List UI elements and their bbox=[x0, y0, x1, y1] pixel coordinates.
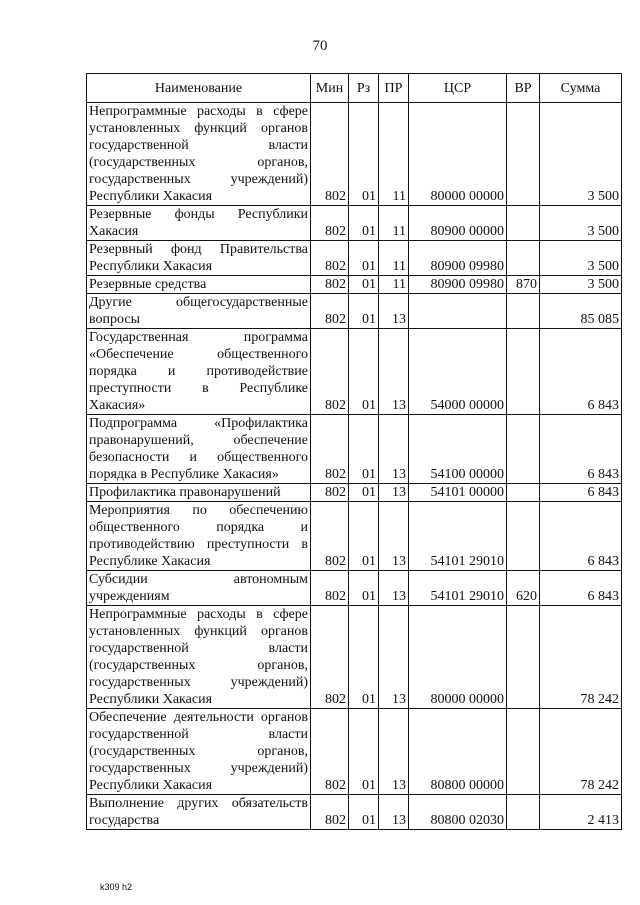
header-pr: ПР bbox=[379, 74, 409, 103]
cell-min: 802 bbox=[311, 415, 349, 484]
cell-min: 802 bbox=[311, 103, 349, 206]
cell-csr: 54101 00000 bbox=[409, 484, 507, 502]
cell-pr: 13 bbox=[379, 795, 409, 830]
cell-csr: 80800 00000 bbox=[409, 709, 507, 795]
cell-sum: 6 843 bbox=[540, 415, 622, 484]
cell-csr: 80900 00000 bbox=[409, 206, 507, 241]
cell-name: Обеспечение деятельности органов государственной власти (государственных органов, государственных учреждений) Республики Хакасия bbox=[87, 709, 311, 795]
table-row bbox=[87, 206, 622, 241]
cell-min: 802 bbox=[311, 241, 349, 276]
cell-name: Резервные средства bbox=[87, 276, 311, 294]
cell-vr bbox=[507, 103, 540, 206]
cell-min: 802 bbox=[311, 502, 349, 571]
cell-name: Резервный фонд Правительства Республики Хакасия bbox=[87, 241, 311, 276]
cell-sum: 3 500 bbox=[540, 241, 622, 276]
cell-csr: 80000 00000 bbox=[409, 103, 507, 206]
table-row bbox=[87, 502, 622, 571]
cell-min: 802 bbox=[311, 484, 349, 502]
cell-pr: 11 bbox=[379, 241, 409, 276]
cell-csr: 80900 09980 bbox=[409, 241, 507, 276]
cell-sum: 3 500 bbox=[540, 276, 622, 294]
cell-min: 802 bbox=[311, 571, 349, 606]
cell-sum: 6 843 bbox=[540, 502, 622, 571]
cell-name: Профилактика правонарушений bbox=[87, 484, 311, 502]
cell-rz: 01 bbox=[349, 206, 379, 241]
table-row bbox=[87, 606, 622, 709]
header-min: Мин bbox=[311, 74, 349, 103]
cell-min: 802 bbox=[311, 329, 349, 415]
header-rz: Рз bbox=[349, 74, 379, 103]
table-row bbox=[87, 103, 622, 206]
cell-vr bbox=[507, 241, 540, 276]
cell-csr bbox=[409, 294, 507, 329]
cell-csr: 80800 02030 bbox=[409, 795, 507, 830]
cell-vr bbox=[507, 502, 540, 571]
table-row bbox=[87, 294, 622, 329]
cell-csr: 54101 29010 bbox=[409, 502, 507, 571]
cell-min: 802 bbox=[311, 606, 349, 709]
cell-name: Резервные фонды Республики Хакасия bbox=[87, 206, 311, 241]
cell-min: 802 bbox=[311, 795, 349, 830]
cell-pr: 13 bbox=[379, 606, 409, 709]
table-row bbox=[87, 329, 622, 415]
cell-pr: 13 bbox=[379, 571, 409, 606]
header-name: Наименование bbox=[87, 74, 311, 103]
cell-vr: 870 bbox=[507, 276, 540, 294]
cell-name: Другие общегосударственные вопросы bbox=[87, 294, 311, 329]
cell-sum: 3 500 bbox=[540, 206, 622, 241]
cell-pr: 13 bbox=[379, 709, 409, 795]
cell-vr bbox=[507, 606, 540, 709]
cell-vr bbox=[507, 415, 540, 484]
budget-table bbox=[86, 73, 622, 830]
cell-sum: 78 242 bbox=[540, 709, 622, 795]
cell-min: 802 bbox=[311, 709, 349, 795]
cell-rz: 01 bbox=[349, 103, 379, 206]
header-csr: ЦСР bbox=[409, 74, 507, 103]
cell-vr bbox=[507, 206, 540, 241]
cell-pr: 13 bbox=[379, 484, 409, 502]
cell-name: Непрограммные расходы в сфере установленных функций органов государственной власти (государственных органов, государственных учреждений) Республики Хакасия bbox=[87, 606, 311, 709]
table-row bbox=[87, 795, 622, 830]
cell-pr: 13 bbox=[379, 502, 409, 571]
cell-rz: 01 bbox=[349, 241, 379, 276]
header-row bbox=[87, 74, 622, 103]
cell-rz: 01 bbox=[349, 276, 379, 294]
cell-min: 802 bbox=[311, 206, 349, 241]
cell-sum: 3 500 bbox=[540, 103, 622, 206]
cell-rz: 01 bbox=[349, 606, 379, 709]
cell-vr bbox=[507, 294, 540, 329]
cell-vr bbox=[507, 795, 540, 830]
cell-pr: 11 bbox=[379, 206, 409, 241]
table-row bbox=[87, 484, 622, 502]
table-row bbox=[87, 276, 622, 294]
cell-rz: 01 bbox=[349, 571, 379, 606]
cell-min: 802 bbox=[311, 276, 349, 294]
cell-sum: 85 085 bbox=[540, 294, 622, 329]
table-row bbox=[87, 415, 622, 484]
cell-rz: 01 bbox=[349, 329, 379, 415]
cell-csr: 80000 00000 bbox=[409, 606, 507, 709]
cell-csr: 54000 00000 bbox=[409, 329, 507, 415]
cell-rz: 01 bbox=[349, 709, 379, 795]
table-row bbox=[87, 709, 622, 795]
cell-sum: 6 843 bbox=[540, 571, 622, 606]
cell-vr bbox=[507, 329, 540, 415]
cell-pr: 13 bbox=[379, 329, 409, 415]
page-number: 70 bbox=[312, 38, 328, 54]
cell-pr: 13 bbox=[379, 294, 409, 329]
cell-min: 802 bbox=[311, 294, 349, 329]
cell-name: Государственная программа «Обеспечение общественного порядка и противодействие преступности в Республике Хакасия» bbox=[87, 329, 311, 415]
cell-csr: 54100 00000 bbox=[409, 415, 507, 484]
cell-name: Мероприятия по обеспечению общественного порядка и противодействию преступности в Республике Хакасия bbox=[87, 502, 311, 571]
footer-code: k309 h2 bbox=[100, 882, 133, 892]
cell-name: Подпрограмма «Профилактика правонарушений, обеспечение безопасности и общественного порядка в Республике Хакасия» bbox=[87, 415, 311, 484]
cell-sum: 78 242 bbox=[540, 606, 622, 709]
cell-csr: 80900 09980 bbox=[409, 276, 507, 294]
cell-sum: 2 413 bbox=[540, 795, 622, 830]
cell-vr bbox=[507, 484, 540, 502]
cell-name: Непрограммные расходы в сфере установленных функций органов государственной власти (государственных органов, государственных учреждений) Республики Хакасия bbox=[87, 103, 311, 206]
header-vr: ВР bbox=[507, 74, 540, 103]
cell-rz: 01 bbox=[349, 795, 379, 830]
cell-vr: 620 bbox=[507, 571, 540, 606]
cell-sum: 6 843 bbox=[540, 484, 622, 502]
cell-rz: 01 bbox=[349, 415, 379, 484]
table-body bbox=[87, 103, 622, 830]
cell-pr: 11 bbox=[379, 276, 409, 294]
cell-csr: 54101 29010 bbox=[409, 571, 507, 606]
cell-name: Выполнение других обязательств государства bbox=[87, 795, 311, 830]
cell-rz: 01 bbox=[349, 484, 379, 502]
cell-name: Субсидии автономным учреждениям bbox=[87, 571, 311, 606]
cell-sum: 6 843 bbox=[540, 329, 622, 415]
table-row bbox=[87, 241, 622, 276]
cell-vr bbox=[507, 709, 540, 795]
cell-pr: 13 bbox=[379, 415, 409, 484]
header-sum: Сумма bbox=[540, 74, 622, 103]
cell-pr: 11 bbox=[379, 103, 409, 206]
cell-rz: 01 bbox=[349, 294, 379, 329]
cell-rz: 01 bbox=[349, 502, 379, 571]
table-row bbox=[87, 571, 622, 606]
